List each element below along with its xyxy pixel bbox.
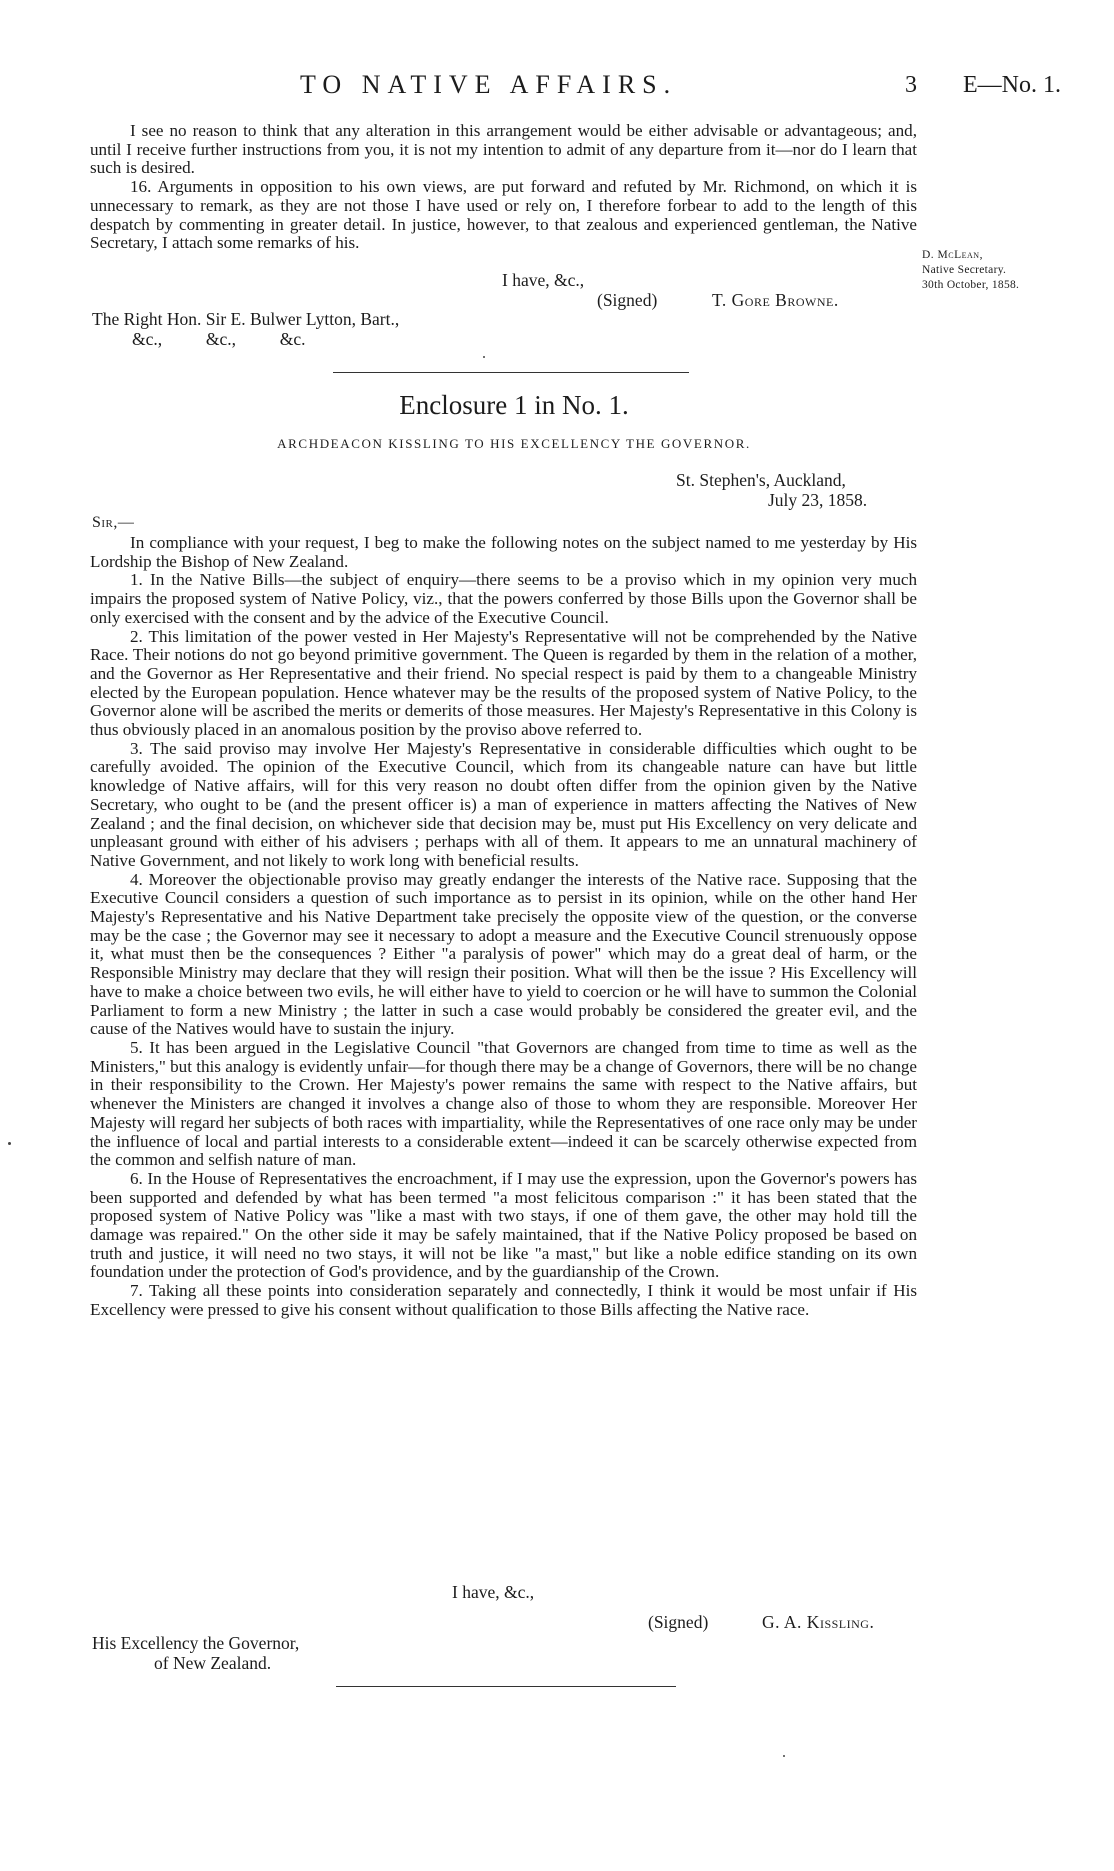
margin-note-date: 30th October, 1858. — [922, 279, 1020, 291]
enclosure-addressee-line1: His Excellency the Governor, — [92, 1633, 300, 1653]
despatch-paragraph-16: 16. Arguments in opposition to his own views, are put forward and refuted by Mr. Richmond, on which it is unnecessary to remark, as they are not those I have used or rely on, I therefore forbear to add to the length of this despatch by commenting in greater detail. In justice, however, to that zealous and experienced gentleman, the Native Secretary, I attach some remarks of his. — [90, 177, 917, 253]
page-number: 3 — [905, 72, 917, 98]
enclosure-paragraph-3: 3. The said proviso may involve Her Majesty's Representative in considerable difficulties which ought to be carefully avoided. The opinion of the Executive Council, which from its changeable nature can have but little knowledge of Native affairs, will for this very reason no doubt often differ from the opinion given by the Native Secretary, who ought to be (and the present officer is) a man of experience in matters affecting the Natives of New Zealand ; and the final decision, on whichever side that decision may be, must put His Excellency on very delicate and unpleasant ground with either of his advisers ; perhaps with all of them. It appears to me an unnatural machinery of Native Government, and not likely to work long with beneficial results. — [90, 738, 917, 870]
enclosure-intro-paragraph: In compliance with your request, I beg to make the following notes on the subject named to me yesterday by His Lordship the Bishop of New Zealand. — [90, 533, 917, 571]
enclosure-paragraph-5: 5. It has been argued in the Legislative Council "that Governors are changed from time to time as well as the Ministers," but this analogy is evidently unfair—for though there may be a change of Governors, there will be no change in their responsibility to the Crown. Her Majesty's power remains the same with respect to the Native affairs, but whenever the Ministers are changed it involves a change also of those to whom they are responsible. Moreover Her Majesty will regard her subjects of both races with impartiality, while the Representatives of one race only may be under the influence of local and partial interests to a considerable extent—indeed it can be scarcely otherwise expected from the common and selfish nature of man. — [90, 1037, 917, 1170]
enclosure-body — [90, 534, 917, 1320]
despatch-body — [90, 122, 917, 253]
page-speck — [783, 1755, 785, 1757]
closing-divider — [336, 1686, 676, 1687]
enclosure-closing: I have, &c., — [452, 1582, 535, 1602]
enclosure-paragraph-6: 6. In the House of Representatives the encroachment, if I may use the expression, upon the Governor's powers has been supported and defended by what has been termed "a most felicitous comparison :" it has been stated that the proposed system of Native Policy was "like a mast with two stays, if one of them gave, the other may hold till the damage was repaired." On the other side it may be safely maintained, that if the Native Policy proposed be based on truth and justice, it will need no two stays, it will not be like "a mast," but like a noble edifice standing on its own foundation under the protection of God's providence, and by the guardianship of the Crown. — [90, 1168, 917, 1282]
enclosure-paragraph-7: 7. Taking all these points into consideration separately and connectedly, I think it would be most unfair if His Excellency were pressed to give his consent without qualification to those Bills affecting the Native race. — [90, 1281, 917, 1319]
enclosure-paragraph-1: 1. In the Native Bills—the subject of enquiry—there seems to be a proviso which in my opinion very much impairs the proposed system of Native Policy, viz., that the powers conferred by those Bills upon the Governor shall be only exercised with the consent and by the advice of the Executive Council. — [90, 570, 917, 627]
enclosure-subheading: ARCHDEACON KISSLING TO HIS EXCELLENCY THE GOVERNOR. — [277, 436, 751, 451]
salutation: Sir,— — [92, 514, 135, 531]
despatch-closing: I have, &c., — [502, 270, 585, 290]
margin-speck — [8, 1142, 11, 1145]
enclosure-heading: Enclosure 1 in No. 1. — [399, 390, 629, 420]
paper-reference: E—No. 1. — [963, 72, 1061, 98]
despatch-signatory: T. Gore Browne. — [712, 290, 839, 310]
section-divider — [333, 372, 689, 373]
margin-note — [922, 248, 1042, 293]
enclosure-paragraph-2: 2. This limitation of the power vested in Her Majesty's Representative will not be comprehended by the Native Race. Their notions do not go beyond primitive government. The Queen is regarded by them in the relation of a mother, and the Governor as Her Representative and their friend. No special respect is paid by them to a changeable Ministry elected by the European population. Hence whatever may be the results of the proposed system of Native Policy, to the Governor alone will be ascribed the merits or demerits of those measures. Her Majesty's Representative in this Colony is thus obviously placed in an anomalous position by the proviso above referred to. — [90, 626, 917, 740]
despatch-signed-label: (Signed) — [597, 290, 658, 310]
despatch-addressee-line2: &c., &c., &c. — [132, 328, 306, 349]
enclosure-signed-label: (Signed) — [648, 1612, 709, 1632]
enclosure-addressee — [92, 1634, 299, 1673]
print-speck — [483, 356, 485, 358]
enclosure-addressee-line2: of New Zealand. — [154, 1652, 272, 1673]
margin-note-title: Native Secretary. — [922, 264, 1007, 276]
margin-note-name: D. McLean, — [922, 249, 983, 261]
enclosure-paragraph-4: 4. Moreover the objectionable proviso may greatly endanger the interests of the Native race. Supposing that the Executive Council considers a question of such importance as to persist in its opinion, while on the other hand Her Majesty's Representative and his Native Department take precisely the opposite view of the question, or the converse may be the case ; the Governor may see it necessary to adopt a measure and the Executive Council strenuously oppose it, what must then be the consequences ? Either "a paralysis of power" which may do a great deal of harm, or the Responsible Ministry may declare that they will resign their position. What will then be the issue ? His Excellency will have to make a choice between two evils, he will either have to yield to coercion or he will have to summon the Colonial Parliament to form a new Ministry ; the latter in such a case would probably be considered the greater evil, and the cause of the Natives would have to sustain the injury. — [90, 869, 917, 1039]
enclosure-signatory: G. A. Kissling. — [762, 1612, 875, 1632]
despatch-addressee-line1: The Right Hon. Sir E. Bulwer Lytton, Bart., — [92, 309, 400, 329]
letter-date: July 23, 1858. — [768, 490, 868, 510]
running-header-title: TO NATIVE AFFAIRS. — [300, 70, 678, 99]
despatch-addressee — [92, 310, 399, 349]
despatch-paragraph-continued: I see no reason to think that any alteration in this arrangement would be either advisable or advantageous; and, until I receive further instructions from you, it is not my intention to admit of any departure from it—nor do I learn that such is desired. — [90, 121, 917, 178]
letter-place: St. Stephen's, Auckland, — [676, 470, 846, 490]
